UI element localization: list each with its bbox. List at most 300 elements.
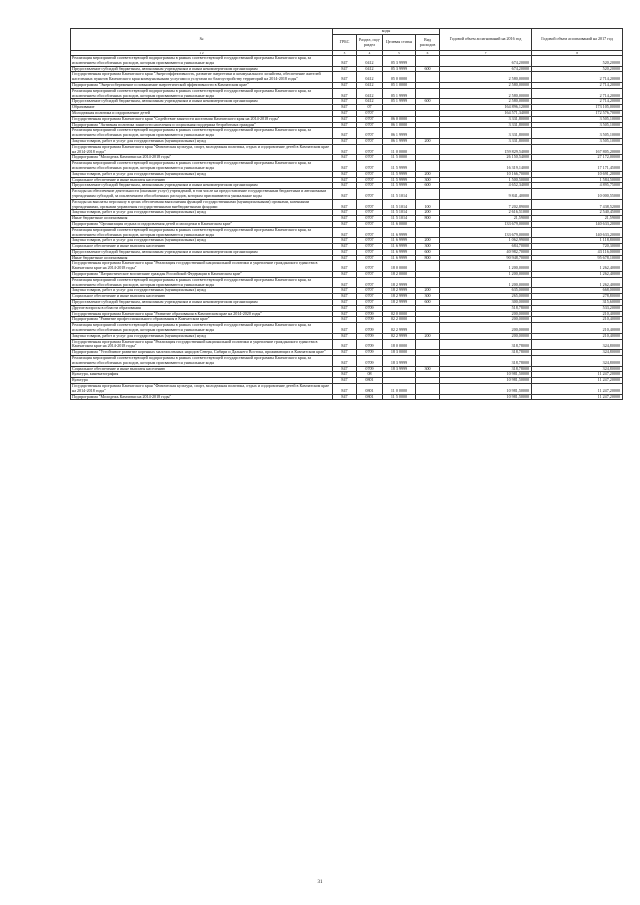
row-exp-type-cell — [416, 88, 440, 99]
table-row — [71, 72, 623, 83]
row-target-cell: 18 3 0000 — [383, 350, 416, 356]
row-exp-type-cell — [416, 384, 440, 395]
row-volume-2017-cell: 2 540,45000 — [532, 210, 623, 216]
row-exp-type-cell — [416, 261, 440, 272]
row-grbs-cell: 847 — [333, 249, 357, 255]
row-grbs-cell: 847 — [333, 339, 357, 350]
row-section-cell: 0709 — [357, 333, 383, 339]
row-volume-2017-cell: 3 505,10000 — [532, 128, 623, 139]
row-grbs-cell: 847 — [333, 122, 357, 128]
row-name-cell: Другие вопросы в области образования — [71, 305, 333, 311]
row-grbs-cell: 847 — [333, 155, 357, 161]
row-volume-2016-cell: 16 319,14000 — [440, 161, 532, 172]
row-exp-type-cell — [416, 56, 440, 67]
row-section-cell: 0707 — [357, 144, 383, 155]
row-volume-2016-cell: 10 981,50000 — [440, 384, 532, 395]
row-volume-2017-cell: 315,60000 — [532, 300, 623, 306]
header-section: Раздел, под-раздел — [357, 35, 383, 51]
row-volume-2016-cell: 10 981,50000 — [440, 378, 532, 384]
row-section-cell: 0707 — [357, 300, 383, 306]
row-volume-2017-cell: 520,20000 — [532, 56, 623, 67]
row-section-cell: 0707 — [357, 199, 383, 210]
row-grbs-cell: 847 — [333, 144, 357, 155]
table-row — [71, 88, 623, 99]
row-volume-2017-cell: 324,80000 — [532, 339, 623, 350]
row-grbs-cell: 847 — [333, 350, 357, 356]
row-volume-2017-cell: 167 805,20000 — [532, 144, 623, 155]
row-volume-2016-cell: 200,00000 — [440, 311, 532, 317]
row-section-cell: 0707 — [357, 155, 383, 161]
row-section-cell: 0709 — [357, 305, 383, 311]
header-volume-2017: Годовой объем ассигнований на 2017 год — [532, 29, 623, 51]
index-cell: 8 — [532, 51, 623, 56]
row-volume-2016-cell: 265,00000 — [440, 294, 532, 300]
row-volume-2017-cell: 1 262,40000 — [532, 277, 623, 288]
row-name-cell: Государственная программа Камчатского края "Физическая культура, спорт, молодежная политика, отдых и оздоровление детей в Камчатском крае на 2014-2018 годы" — [71, 384, 333, 395]
row-exp-type-cell: 100 — [416, 199, 440, 210]
row-target-cell: 18 3 9999 — [383, 366, 416, 372]
row-grbs-cell: 847 — [333, 288, 357, 294]
row-volume-2017-cell: 2 714,20000 — [532, 88, 623, 99]
row-exp-type-cell — [416, 144, 440, 155]
row-grbs-cell: 847 — [333, 366, 357, 372]
row-name-cell: Реализация мероприятий соответствующей подпрограммы в рамках соответствующей государственной программы Камчатского края, за исключением обособленных расходов, которым присваиваются уникальные коды — [71, 128, 333, 139]
row-target-cell: 11 6 0000 — [383, 221, 416, 227]
row-grbs-cell: 847 — [333, 294, 357, 300]
row-section-cell: 08 — [357, 372, 383, 378]
row-grbs-cell: 847 — [333, 238, 357, 244]
row-exp-type-cell: 300 — [416, 244, 440, 250]
row-exp-type-cell: 600 — [416, 249, 440, 255]
row-volume-2016-cell: 3 331,80000 — [440, 138, 532, 144]
header-volume-2016: Годовой объем ассигнований на 2016 год — [440, 29, 532, 51]
row-target-cell: 05 3 9999 — [383, 56, 416, 67]
row-volume-2016-cell: 684,70000 — [440, 244, 532, 250]
header-exp-type: Вид расходов — [416, 35, 440, 51]
row-name-cell: Подпрограмма "Активная политика занятости населения и социальная поддержка безработных граждан" — [71, 122, 333, 128]
row-volume-2016-cell: 3 331,80000 — [440, 122, 532, 128]
row-section-cell: 0709 — [357, 366, 383, 372]
row-volume-2016-cell: 2 580,00000 — [440, 82, 532, 88]
header-target: Целевая статья — [383, 35, 416, 51]
row-name-cell: Предоставление субсидий бюджетным, автономным учреждениям и иным некоммерческим организациям — [71, 183, 333, 189]
row-name-cell: Подпрограмма "Молодежь Камчатки на 2014-2018 годы" — [71, 394, 333, 400]
row-target-cell: 06 1 9999 — [383, 138, 416, 144]
row-volume-2017-cell: 11 247,20000 — [532, 372, 623, 378]
row-section-cell: 0707 — [357, 221, 383, 227]
row-exp-type-cell: 300 — [416, 366, 440, 372]
row-name-cell: Иные бюджетные ассигнования — [71, 216, 333, 222]
row-volume-2016-cell: 674,20000 — [440, 56, 532, 67]
row-section-cell: 0707 — [357, 238, 383, 244]
row-volume-2017-cell: 21,59000 — [532, 216, 623, 222]
row-target-cell: 02 2 0000 — [383, 317, 416, 323]
row-target-cell: 05 1 0000 — [383, 82, 416, 88]
row-volume-2016-cell: 164 896,12000 — [440, 105, 532, 111]
row-volume-2016-cell: 2 580,00000 — [440, 72, 532, 83]
row-section-cell: 0801 — [357, 378, 383, 384]
row-volume-2017-cell: 17 171,45000 — [532, 161, 623, 172]
row-exp-type-cell — [416, 339, 440, 350]
row-section-cell: 0707 — [357, 116, 383, 122]
row-volume-2016-cell: 7 202,89000 — [440, 199, 532, 210]
row-target-cell: 18 0 0000 — [383, 339, 416, 350]
row-volume-2016-cell: 4 652,34000 — [440, 183, 532, 189]
row-section-cell: 0709 — [357, 350, 383, 356]
row-section-cell: 0707 — [357, 261, 383, 272]
row-section-cell: 07 — [357, 105, 383, 111]
row-exp-type-cell — [416, 72, 440, 83]
row-exp-type-cell: 600 — [416, 99, 440, 105]
row-volume-2017-cell: 140 633,20000 — [532, 227, 623, 238]
row-volume-2016-cell: 10 981,50000 — [440, 372, 532, 378]
row-name-cell: Культура — [71, 378, 333, 384]
header-codes: коды — [333, 29, 440, 35]
row-grbs-cell: 847 — [333, 272, 357, 278]
row-target-cell: 18 2 9999 — [383, 294, 416, 300]
row-volume-2016-cell: 90 948,70000 — [440, 255, 532, 261]
row-target-cell: 11 6 9999 — [383, 249, 416, 255]
row-name-cell: Реализация мероприятий соответствующей подпрограммы в рамках соответствующей государственной программы Камчатского края, за исключением обособленных расходов, которым присваиваются уникальные коды — [71, 88, 333, 99]
row-target-cell: 06 1 9999 — [383, 128, 416, 139]
row-target-cell: 11 5 1014 — [383, 216, 416, 222]
row-volume-2016-cell: 635,00000 — [440, 288, 532, 294]
row-volume-2016-cell: 1 200,00000 — [440, 277, 532, 288]
row-section-cell: 0707 — [357, 128, 383, 139]
row-volume-2016-cell: 133 679,00000 — [440, 227, 532, 238]
row-volume-2016-cell: 1 200,00000 — [440, 261, 532, 272]
row-volume-2017-cell: 210,40000 — [532, 333, 623, 339]
row-name-cell: Государственная программа Камчатского края "Энергоэффективность, развитие энергетики и коммунального хозяйства, обеспечение жителей населенных пунктов Камчатского края коммунальными услугами и услугами по благоустройству территорий на 2014-2018 годы" — [71, 72, 333, 83]
row-volume-2017-cell: 324,80000 — [532, 350, 623, 356]
row-volume-2017-cell: 11 247,20000 — [532, 378, 623, 384]
index-cell: 6 — [416, 51, 440, 56]
row-volume-2017-cell: 7 438,52000 — [532, 199, 623, 210]
row-section-cell: 0707 — [357, 161, 383, 172]
row-grbs-cell: 847 — [333, 105, 357, 111]
row-grbs-cell: 847 — [333, 384, 357, 395]
row-name-cell: Подпрограмма "Устойчивое развитие коренных малочисленных народов Севера, Сибири и Дальнего Востока, проживающих в Камчатском крае" — [71, 350, 333, 356]
row-volume-2016-cell: 2 616,51000 — [440, 210, 532, 216]
row-target-cell: 18 2 9999 — [383, 277, 416, 288]
row-volume-2017-cell: 720,30000 — [532, 244, 623, 250]
row-grbs-cell: 847 — [333, 110, 357, 116]
row-volume-2016-cell: 21,59000 — [440, 216, 532, 222]
table-row — [71, 144, 623, 155]
row-name-cell: Предоставление субсидий бюджетным, автономным учреждениям и иным некоммерческим организациям — [71, 249, 333, 255]
row-name-cell: Государственная программа Камчатского края "Содействие занятости населения Камчатского края на 2014-2018 годы" — [71, 116, 333, 122]
table-row — [71, 56, 623, 67]
row-volume-2016-cell: 40 982,70000 — [440, 249, 532, 255]
row-grbs-cell: 847 — [333, 317, 357, 323]
row-grbs-cell: 847 — [333, 189, 357, 200]
row-volume-2016-cell: 26 150,54000 — [440, 155, 532, 161]
table-row — [71, 227, 623, 238]
row-section-cell: 0707 — [357, 255, 383, 261]
row-section-cell: 0707 — [357, 277, 383, 288]
row-name-cell: Культура, кинематография — [71, 372, 333, 378]
row-target-cell: 11 0 0000 — [383, 384, 416, 395]
row-name-cell: Закупка товаров, работ и услуг для государственных (муниципальных) нужд — [71, 210, 333, 216]
row-volume-2017-cell: 1 262,40000 — [532, 272, 623, 278]
table-row — [71, 161, 623, 172]
row-grbs-cell: 847 — [333, 183, 357, 189]
row-volume-2016-cell: 3 331,80000 — [440, 128, 532, 139]
row-grbs-cell: 847 — [333, 311, 357, 317]
row-volume-2017-cell: 10 691,20000 — [532, 171, 623, 177]
row-volume-2016-cell: 200,00000 — [440, 333, 532, 339]
header-num: № — [71, 29, 333, 51]
row-section-cell: 0801 — [357, 394, 383, 400]
row-exp-type-cell: 600 — [416, 66, 440, 72]
row-exp-type-cell: 200 — [416, 288, 440, 294]
row-section-cell: 0709 — [357, 311, 383, 317]
row-section-cell: 0709 — [357, 317, 383, 323]
row-volume-2017-cell: 668,00000 — [532, 288, 623, 294]
row-exp-type-cell — [416, 227, 440, 238]
row-volume-2017-cell: 278,80000 — [532, 294, 623, 300]
row-volume-2017-cell: 2 714,20000 — [532, 99, 623, 105]
row-name-cell: Государственная программа Камчатского края "Реализация государственной национальной политики и укрепление гражданского единства в Камчатском крае на 2014-2018 годы" — [71, 339, 333, 350]
table-row — [71, 356, 623, 367]
table-row — [71, 277, 623, 288]
row-section-cell: 0412 — [357, 66, 383, 72]
row-name-cell: Реализация мероприятий соответствующей подпрограммы в рамках соответствующей государственной программы Камчатского края, за исключением обособленных расходов, которым присваиваются уникальные коды — [71, 227, 333, 238]
row-section-cell: 0707 — [357, 294, 383, 300]
row-volume-2016-cell: 318,78000 — [440, 356, 532, 367]
row-volume-2016-cell: 133 679,00000 — [440, 221, 532, 227]
table-row — [71, 261, 623, 272]
row-volume-2017-cell: 210,40000 — [532, 311, 623, 317]
row-grbs-cell: 847 — [333, 356, 357, 367]
row-grbs-cell: 847 — [333, 244, 357, 250]
row-exp-type-cell — [416, 277, 440, 288]
row-target-cell: 06 0 0000 — [383, 116, 416, 122]
row-name-cell: Реализация мероприятий соответствующей подпрограммы в рамках соответствующей государственной программы Камчатского края, за исключением обособленных расходов, которым присваиваются уникальные коды — [71, 161, 333, 172]
row-grbs-cell: 847 — [333, 323, 357, 334]
row-grbs-cell: 847 — [333, 88, 357, 99]
row-exp-type-cell — [416, 128, 440, 139]
row-volume-2016-cell: 2 580,00000 — [440, 88, 532, 99]
row-section-cell: 0707 — [357, 210, 383, 216]
index-cell: 4 — [357, 51, 383, 56]
row-grbs-cell: 847 — [333, 161, 357, 172]
row-section-cell: 0709 — [357, 339, 383, 350]
budget-table — [70, 28, 623, 400]
row-section-cell: 0707 — [357, 272, 383, 278]
row-grbs-cell: 847 — [333, 255, 357, 261]
row-section-cell: 0707 — [357, 177, 383, 183]
row-target-cell: 18 0 0000 — [383, 261, 416, 272]
row-target-cell: 11 0 0000 — [383, 144, 416, 155]
row-name-cell: Реализация мероприятий соответствующей подпрограммы в рамках соответствующей государственной программы Камчатского края, за исключением обособленных расходов, которым присваиваются уникальные коды — [71, 277, 333, 288]
row-exp-type-cell: 800 — [416, 216, 440, 222]
row-target-cell: 11 5 9999 — [383, 161, 416, 172]
row-section-cell: 0707 — [357, 189, 383, 200]
row-name-cell: Подпрограмма "Молодежь Камчатки на 2014-2018 годы" — [71, 155, 333, 161]
row-volume-2016-cell: 1 062,99000 — [440, 238, 532, 244]
row-target-cell: 02 2 9999 — [383, 333, 416, 339]
row-grbs-cell: 847 — [333, 261, 357, 272]
row-name-cell: Молодежная политика и оздоровление детей — [71, 110, 333, 116]
row-volume-2017-cell: 1 584,50000 — [532, 177, 623, 183]
document-page — [70, 28, 622, 400]
row-section-cell: 0707 — [357, 122, 383, 128]
row-name-cell: Предоставление субсидий бюджетным, автономным учреждениям и иным некоммерческим организациям — [71, 66, 333, 72]
row-name-cell: Социальное обеспечение и иные выплаты населению — [71, 177, 333, 183]
row-name-cell: Образование — [71, 105, 333, 111]
table-row — [71, 384, 623, 395]
row-volume-2017-cell: 3 505,10000 — [532, 116, 623, 122]
table-row — [71, 394, 623, 400]
row-volume-2017-cell: 324,80000 — [532, 356, 623, 367]
row-name-cell: Закупка товаров, работ и услуг для государственных (муниципальных) нужд — [71, 288, 333, 294]
row-name-cell: Подпрограмма "Патриотическое воспитание граждан Российской Федерации в Камчатском крае" — [71, 272, 333, 278]
row-name-cell: Закупка товаров, работ и услуг для государственных (муниципальных) нужд — [71, 238, 333, 244]
row-target-cell: 11 5 1014 — [383, 210, 416, 216]
row-section-cell: 0707 — [357, 288, 383, 294]
row-name-cell: Иные бюджетные ассигнования — [71, 255, 333, 261]
row-grbs-cell: 847 — [333, 82, 357, 88]
row-name-cell: Государственная программа Камчатского края "Реализация государственной национальной политики и укрепление гражданского единства в Камчатском крае на 2014-2018 годы" — [71, 261, 333, 272]
row-target-cell: 11 5 1014 — [383, 199, 416, 210]
row-section-cell: 0707 — [357, 138, 383, 144]
row-target-cell: 11 5 9999 — [383, 183, 416, 189]
row-name-cell: Расходы на обеспечение деятельности (оказание услуг) учреждений, в том числе на предоставление государственным бюджетным и автономным учреждениям субсидий, за исключением обособленных расходов, которым присваиваются уникальные коды — [71, 189, 333, 200]
row-volume-2017-cell: 3 505,10000 — [532, 138, 623, 144]
row-section-cell: 0707 — [357, 110, 383, 116]
row-volume-2016-cell: 164 571,34000 — [440, 110, 532, 116]
row-grbs-cell: 847 — [333, 72, 357, 83]
row-exp-type-cell: 200 — [416, 171, 440, 177]
row-target-cell: 02 2 9999 — [383, 323, 416, 334]
index-cell: 1 2 — [71, 51, 333, 56]
row-volume-2016-cell: 200,00000 — [440, 317, 532, 323]
row-grbs-cell: 847 — [333, 333, 357, 339]
row-grbs-cell: 847 — [333, 66, 357, 72]
row-target-cell: 11 5 0000 — [383, 394, 416, 400]
row-exp-type-cell — [416, 394, 440, 400]
row-target-cell: 05 1 9999 — [383, 99, 416, 105]
row-name-cell: Социальное обеспечение и иные выплаты населению — [71, 244, 333, 250]
row-target-cell: 11 5 9999 — [383, 177, 416, 183]
row-volume-2016-cell: 9 841,40000 — [440, 189, 532, 200]
row-volume-2016-cell: 159 829,54000 — [440, 144, 532, 155]
row-target-cell: 11 6 9999 — [383, 238, 416, 244]
row-grbs-cell: 847 — [333, 372, 357, 378]
row-name-cell: Государственная программа Камчатского края "Физическая культура, спорт, молодежная политика, отдых и оздоровление детей в Камчатском крае на 2014-2018 годы" — [71, 144, 333, 155]
row-section-cell: 0707 — [357, 227, 383, 238]
row-volume-2017-cell: 1 262,40000 — [532, 261, 623, 272]
row-section-cell: 0709 — [357, 356, 383, 367]
row-grbs-cell: 847 — [333, 305, 357, 311]
row-target-cell: 05 3 9999 — [383, 66, 416, 72]
row-volume-2017-cell: 2 714,20000 — [532, 72, 623, 83]
row-section-cell: 0709 — [357, 323, 383, 334]
row-grbs-cell: 847 — [333, 199, 357, 210]
row-exp-type-cell: 200 — [416, 333, 440, 339]
header-grbs: ГРБС — [333, 35, 357, 51]
row-volume-2017-cell: 173 105,00000 — [532, 105, 623, 111]
row-name-cell: Социальное обеспечение и иные выплаты населению — [71, 294, 333, 300]
row-grbs-cell: 847 — [333, 116, 357, 122]
row-section-cell: 0707 — [357, 244, 383, 250]
row-target-cell: 05 0 0000 — [383, 72, 416, 83]
row-section-cell: 0707 — [357, 216, 383, 222]
row-grbs-cell: 847 — [333, 177, 357, 183]
row-volume-2017-cell: 10 000,55000 — [532, 189, 623, 200]
row-name-cell: Закупка товаров, работ и услуг для государственных (муниципальных) нужд — [71, 138, 333, 144]
row-volume-2017-cell: 324,80000 — [532, 366, 623, 372]
row-grbs-cell: 847 — [333, 138, 357, 144]
row-volume-2017-cell: 4 895,75000 — [532, 183, 623, 189]
row-volume-2017-cell: 210,40000 — [532, 317, 623, 323]
row-volume-2017-cell: 3 505,10000 — [532, 122, 623, 128]
table-row — [71, 339, 623, 350]
table-row — [71, 189, 623, 200]
row-volume-2017-cell: 520,20000 — [532, 66, 623, 72]
index-cell: 3 — [333, 51, 357, 56]
row-target-cell: 05 1 9999 — [383, 88, 416, 99]
row-target-cell: 11 6 9999 — [383, 244, 416, 250]
row-name-cell: Подпрограмма "Развитие профессионального образования в Камчатском крае" — [71, 317, 333, 323]
row-target-cell: 11 5 1014 — [383, 189, 416, 200]
row-volume-2016-cell: 674,20000 — [440, 66, 532, 72]
index-cell: 5 — [383, 51, 416, 56]
row-name-cell: Закупка товаров, работ и услуг для государственных (муниципальных) нужд — [71, 333, 333, 339]
row-target-cell: 18 2 0000 — [383, 272, 416, 278]
row-grbs-cell: 847 — [333, 210, 357, 216]
row-grbs-cell: 847 — [333, 128, 357, 139]
row-section-cell: 0801 — [357, 384, 383, 395]
table-row — [71, 128, 623, 139]
row-name-cell: Социальное обеспечение и иные выплаты населению — [71, 366, 333, 372]
row-section-cell: 0412 — [357, 56, 383, 67]
row-name-cell: Подпрограмма "Организация отдыха и оздоровления детей и молодежи в Камчатском крае" — [71, 221, 333, 227]
row-volume-2016-cell: 2 580,00000 — [440, 99, 532, 105]
row-grbs-cell: 847 — [333, 394, 357, 400]
row-section-cell: 0707 — [357, 249, 383, 255]
row-grbs-cell: 847 — [333, 227, 357, 238]
row-volume-2017-cell: 172 576,70000 — [532, 110, 623, 116]
row-volume-2016-cell: 1 500,50000 — [440, 177, 532, 183]
table-row — [71, 323, 623, 334]
row-volume-2017-cell: 43 116,00000 — [532, 249, 623, 255]
row-volume-2017-cell: 11 247,20000 — [532, 394, 623, 400]
index-cell: 7 — [440, 51, 532, 56]
row-volume-2017-cell: 11 247,20000 — [532, 384, 623, 395]
row-volume-2017-cell: 210,40000 — [532, 323, 623, 334]
row-exp-type-cell: 200 — [416, 138, 440, 144]
row-volume-2016-cell: 318,78000 — [440, 339, 532, 350]
row-grbs-cell: 847 — [333, 171, 357, 177]
row-target-cell: 18 2 9999 — [383, 288, 416, 294]
row-exp-type-cell — [416, 323, 440, 334]
row-name-cell: Реализация мероприятий соответствующей подпрограммы в рамках соответствующей государственной программы Камчатского края, за исключением обособленных расходов, которым присваиваются уникальные коды — [71, 356, 333, 367]
row-exp-type-cell — [416, 356, 440, 367]
row-target-cell: 11 5 9999 — [383, 171, 416, 177]
row-volume-2016-cell: 200,00000 — [440, 323, 532, 334]
row-section-cell: 0412 — [357, 72, 383, 83]
table-row — [71, 199, 623, 210]
row-grbs-cell: 847 — [333, 221, 357, 227]
row-grbs-cell: 847 — [333, 300, 357, 306]
row-volume-2016-cell: 1 200,00000 — [440, 272, 532, 278]
row-target-cell: 06 1 0000 — [383, 122, 416, 128]
row-volume-2016-cell: 318,78000 — [440, 350, 532, 356]
row-volume-2016-cell: 10 166,70000 — [440, 171, 532, 177]
row-grbs-cell: 847 — [333, 378, 357, 384]
